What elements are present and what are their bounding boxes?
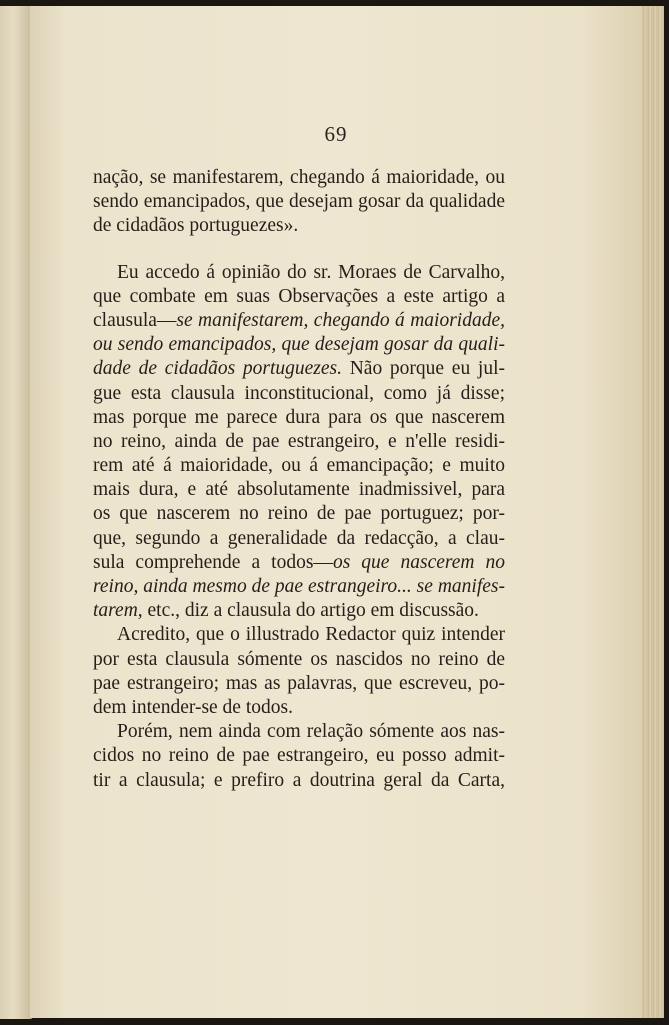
text-run: Eu accedo á opinião do sr. Moraes de Carvalho, (117, 261, 505, 283)
text-run: mais dura, e até absolutamente inadmissivel, para (93, 479, 505, 501)
text-line (93, 623, 505, 647)
page-stack-edge (642, 6, 664, 1018)
text-line (93, 454, 505, 478)
text-line (93, 599, 505, 623)
page-number: 69 (324, 122, 348, 146)
text-line (93, 720, 505, 744)
text-run: que, segundo a generalidade da redacção, a clau- (93, 527, 505, 549)
italic-text-run: dade de cidadãos portuguezes. (93, 358, 342, 380)
text-line (93, 478, 505, 502)
paragraph-gap (93, 239, 505, 261)
text-line (93, 190, 505, 214)
text-run: pae estrangeiro; mas as palavras, que escreveu, po- (93, 672, 505, 694)
text-line (93, 406, 505, 430)
text-run: sendo emancipados, que desejam gosar da qualidade (93, 191, 505, 213)
text-run: etc., diz a clausula do artigo em discussão. (142, 600, 479, 622)
text-line (93, 309, 505, 333)
text-line (93, 430, 505, 454)
page-body-text (93, 166, 505, 793)
text-run: que combate em suas Observações a este artigo a (93, 285, 505, 307)
text-run: gue esta clausula inconstitucional, como já disse; (93, 382, 505, 404)
italic-text-run: ou sendo emancipados, que desejam gosar da quali- (93, 334, 505, 356)
text-line (93, 527, 505, 551)
text-run: sula comprehende a todos— (93, 551, 333, 573)
text-run: de cidadãos portuguezes». (93, 215, 299, 237)
text-run: Porém, nem ainda com relação sómente aos nas- (117, 721, 505, 743)
text-line (93, 333, 505, 357)
text-line (93, 214, 505, 238)
text-line (93, 769, 505, 793)
text-run: por esta clausula sómente os nascidos no reino de (93, 648, 505, 670)
text-line (93, 357, 505, 381)
text-line (93, 551, 505, 575)
text-line (93, 261, 505, 285)
text-run: os que nascerem no reino de pae portuguez; por- (93, 503, 505, 525)
italic-text-run: reino, ainda mesmo de pae estrangeiro... se manifes- (93, 576, 505, 597)
italic-text-run: os que nascerem no (332, 551, 506, 573)
text-run: cidos no reino de pae estrangeiro, eu posso admit- (93, 745, 505, 767)
text-line (93, 382, 505, 406)
text-run: tir a clausula; e prefiro a doutrina geral da Carta, (93, 769, 505, 791)
text-run: Não porque eu jul- (342, 358, 505, 380)
text-line (93, 166, 505, 190)
text-run: nação, se manifestarem, chegando á maioridade, ou (93, 167, 505, 188)
facing-page-edge (0, 6, 32, 1019)
text-line (93, 696, 505, 720)
italic-text-run: tarem, (93, 600, 143, 622)
text-line (93, 744, 505, 768)
text-line (93, 672, 505, 696)
text-run: dem intender-se de todos. (93, 696, 293, 718)
text-run: mas porque me parece dura para os que nascerem (93, 406, 505, 428)
text-line (93, 648, 505, 672)
text-line (93, 575, 505, 599)
text-line (93, 502, 505, 526)
italic-text-run: se manifestarem, chegando á maioridade, (176, 309, 505, 331)
text-run: clausula— (93, 309, 177, 331)
book-page (30, 6, 642, 1018)
text-run: rem até á maioridade, ou á emancipação; e muito (93, 455, 505, 477)
text-run: Acredito, que o illustrado Redactor quiz intender (117, 624, 505, 646)
text-run: no reino, ainda de pae estrangeiro, e n'elle residi- (93, 430, 505, 452)
text-line (93, 285, 505, 309)
